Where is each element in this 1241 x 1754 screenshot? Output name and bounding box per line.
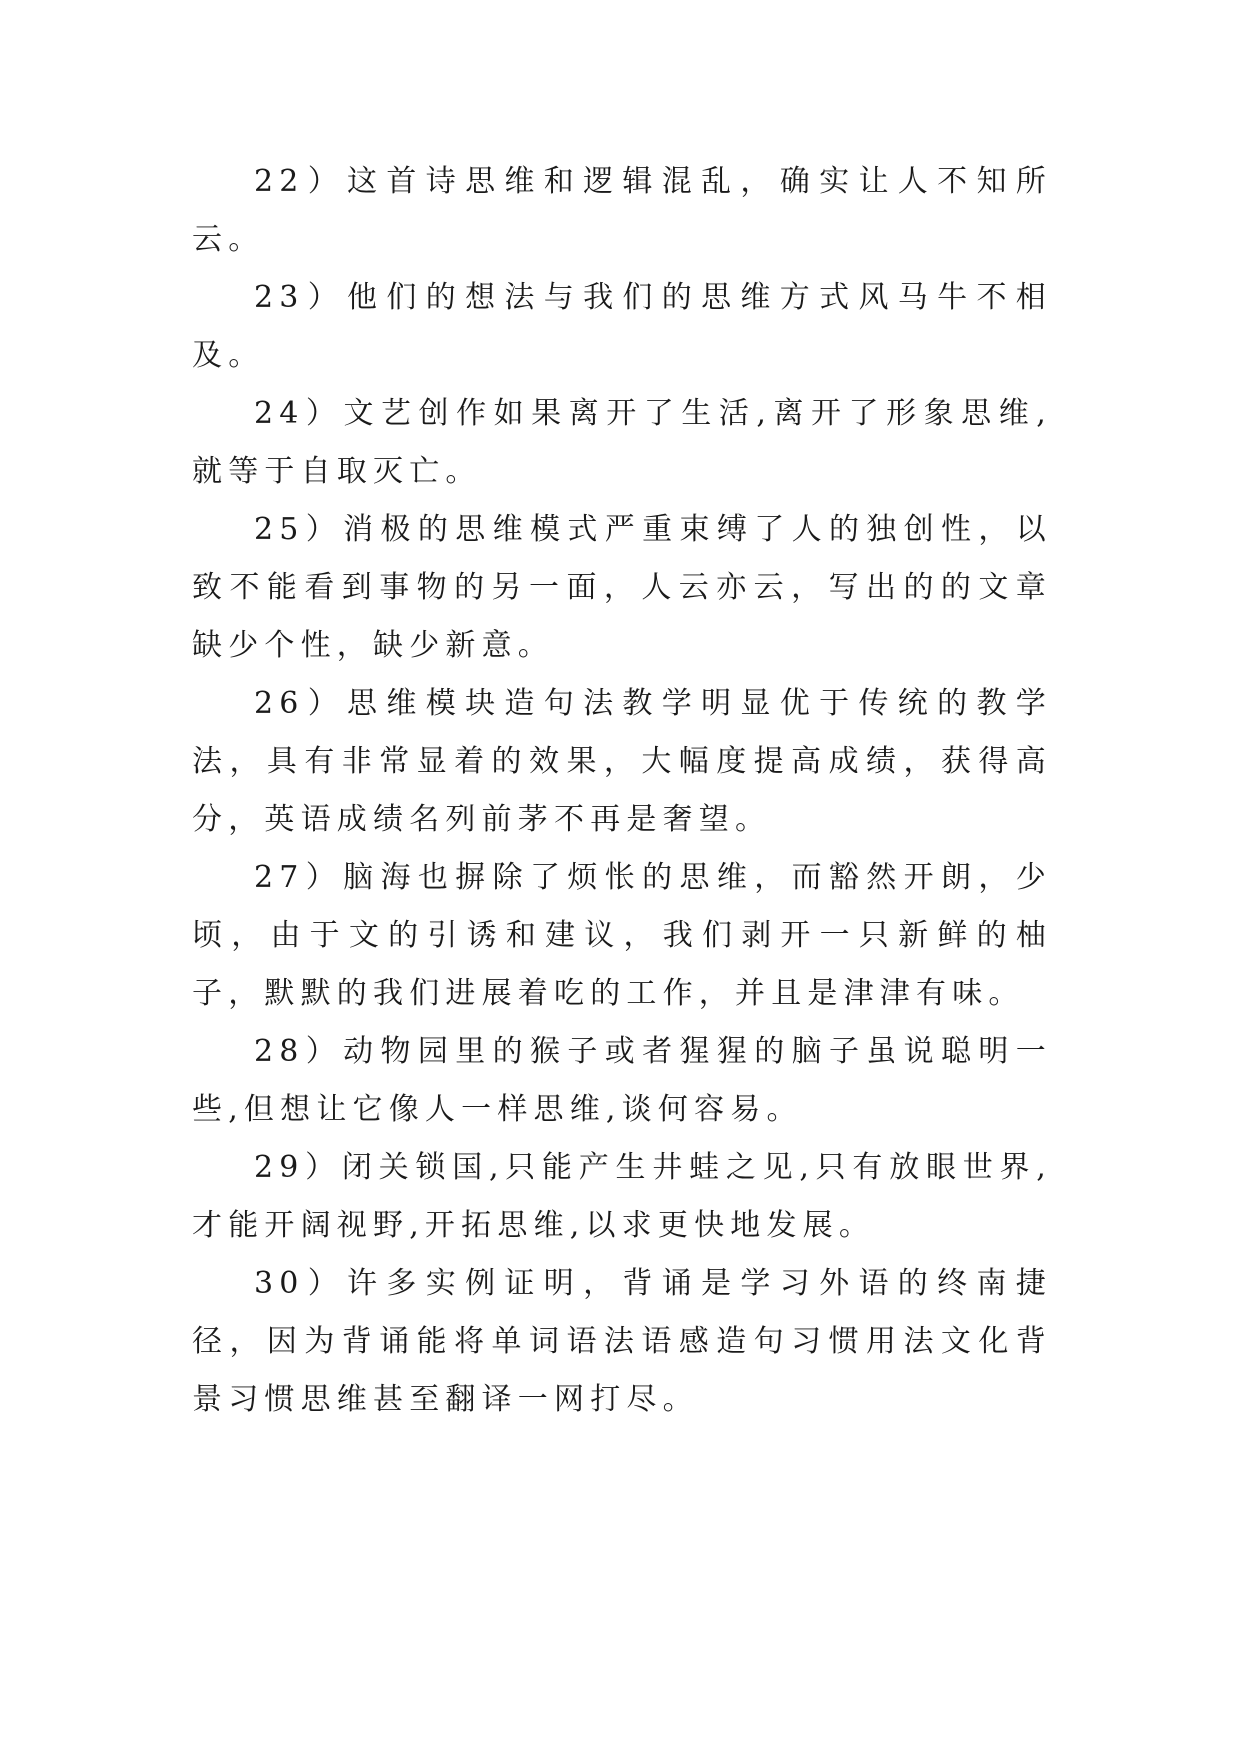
document-body [192, 153, 1052, 1429]
paragraph-24: 24）文艺创作如果离开了生活,离开了形象思维,就等于自取灭亡。 [192, 396, 1052, 489]
paragraph-27: 27）脑海也摒除了烦怅的思维，而豁然开朗，少顷，由于文的引诱和建议，我们剥开一只新鲜的柚子，默默的我们进展着吃的工作，并且是津津有味。 [192, 860, 1052, 1011]
paragraph-23: 23）他们的想法与我们的思维方式风马牛不相及。 [192, 280, 1052, 373]
paragraph-29: 29）闭关锁国,只能产生井蛙之见,只有放眼世界,才能开阔视野,开拓思维,以求更快地发展。 [192, 1150, 1052, 1243]
paragraph-26: 26）思维模块造句法教学明显优于传统的教学法，具有非常显着的效果，大幅度提高成绩，获得高分，英语成绩名列前茅不再是奢望。 [192, 686, 1052, 837]
paragraph-28: 28）动物园里的猴子或者猩猩的脑子虽说聪明一些,但想让它像人一样思维,谈何容易。 [192, 1034, 1052, 1127]
paragraph-30: 30）许多实例证明，背诵是学习外语的终南捷径，因为背诵能将单词语法语感造句习惯用法文化背景习惯思维甚至翻译一网打尽。 [192, 1266, 1052, 1417]
paragraph-25: 25）消极的思维模式严重束缚了人的独创性，以致不能看到事物的另一面，人云亦云，写出的的文章缺少个性，缺少新意。 [192, 512, 1052, 663]
paragraph-22: 22）这首诗思维和逻辑混乱，确实让人不知所云。 [192, 164, 1052, 257]
